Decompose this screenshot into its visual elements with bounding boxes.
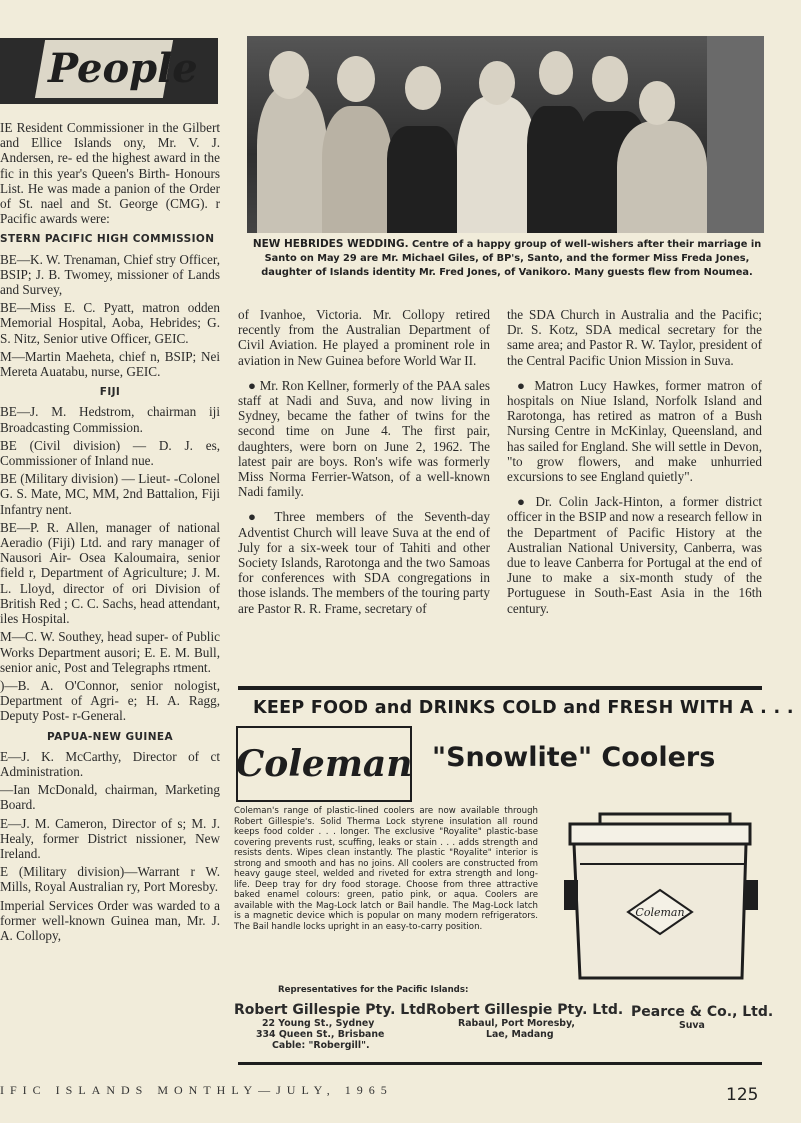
caption-text: Centre of a happy group of well-wishers after their marriage in Santo on May 29 are Mr. Michael Giles, of BP's, Santo, and the former Miss Freda Jones, daughter of Islands identity Mr. Fred Jones, of Vanikoro. Many guests flew from Noumea. [261,239,762,278]
award-paragraph: BE (Civil division) — D. J. es, Commissioner of Inland nue. [0,437,220,469]
photo-caption [251,237,763,280]
award-paragraph: BE—Miss E. C. Pyatt, matron odden Memorial Hospital, Aoba, Hebrides; G. S. Nitz, Senior utive Officer, GEIC. [0,300,220,346]
award-paragraph: E—J. M. Cameron, Director of s; M. J. Healy, former District nissioner, New Ireland. [0,815,220,861]
news-text: Mr. Ron Kellner, formerly of the PAA sales staff at Nadi and Suva, and now living in Sydney, became the father of twins for the second time on June 4. The first pair, daughters, were born on June 2, 1962. The latest pair are boys. Ron's wife was formerly Miss Norma Ferrier-Watson, of a well-known Nadi family. [238,377,491,500]
ad-headline: KEEP FOOD and DRINKS COLD and FRESH WITH A . . . [253,698,794,718]
company-name: Robert Gillespie Pty. Ltd. [426,1002,624,1018]
ad-top-rule [238,686,762,690]
subheading-western-pacific: STERN PACIFIC HIGH COMMISSION [0,233,215,246]
coleman-logo [236,726,412,802]
news-paragraph [238,378,490,500]
subheading-fiji: FIJI [99,386,121,399]
news-paragraph [507,378,762,484]
news-paragraph: of Ivanhoe, Victoria. Mr. Collopy retired recently from the Australian Department of Civil Aviation. He played a prominent role in aviation in New Guinea before World War II. [238,307,490,368]
representatives-label: Representatives for the Pacific Islands: [278,985,469,995]
company-address: Rabaul, Port Moresby, [458,1018,575,1029]
award-paragraph: BE—P. R. Allen, manager of national Aeradio (Fiji) Ltd. and rary manager of Nausori Air- Osea Kaloumaira, senior field r, Department of Agriculture; J. M. L. Lloyd, director of ori Division of British Red ; C. C. Sachs, head attendant, iles Hospital. [0,519,220,627]
left-column [0,120,220,946]
logo-text: Coleman [235,743,413,785]
bullet-icon: ● [517,494,536,510]
news-text: Matron Lucy Hawkes, former matron of hospitals on Niue Island, Norfolk Island and Rarotonga, has retired as matron of a Bush Nursing Centre in McKinlay, Queensland, and has sailed for England. She will settle in Devon, "to grow flowers, and make unhurried excursions to see England quietly". [507,377,762,485]
company-name: Pearce & Co., Ltd. [631,1004,774,1020]
running-footer: IFIC ISLANDS MONTHLY—JULY, 1965 [0,1083,393,1097]
award-paragraph: Imperial Services Order was warded to a former well-known Guinea man, Mr. J. A. Collopy, [0,897,220,943]
page-number: 125 [726,1085,759,1105]
award-paragraph: M—Martin Maeheta, chief n, BSIP; Nei Mereta Auatabu, nurse, GEIC. [0,348,220,380]
company-block [234,1002,431,1051]
middle-column [238,307,490,619]
svg-text:Coleman: Coleman [635,906,685,919]
ad-bottom-rule [238,1062,762,1065]
company-address: 334 Queen St., Brisbane [256,1029,385,1040]
company-name: Robert Gillespie Pty. Ltd. [234,1002,432,1018]
news-paragraph [238,509,490,615]
award-paragraph: BE—K. W. Trenaman, Chief stry Officer, BSIP; J. B. Twomey, missioner of Lands and Survey, [0,251,220,298]
caption-lead: NEW HEBRIDES WEDDING. [252,238,409,250]
wedding-photo [247,36,764,233]
bullet-icon: ● [517,377,535,393]
award-paragraph: )—B. A. O'Connor, senior nologist, Department of Agri- e; H. A. Ragg, Deputy Post- r-General. [0,677,220,724]
ad-body-text: Coleman's range of plastic-lined coolers are now available through Robert Gillespie's. Solid Therma Lock styrene insulation all round keeps food colder . . . longer. The exclusive "Royalite" plastic-base covering prevents rust, scuffing, leaks or stain . . . adds strength and resists dents. Wipes clean instantly. The plastic "Royalite" interior is strong and smooth and has no joins. All coolers are constructed from heavy gauge steel, welded and riveted for extra strength and long-life. Deep tray for dry food storage. Choose from three attractive baked enamel colours: green, patio pink, or aqua. Coolers are available with the Mag-Lock latch or Bail handle. The Mag-Lock latch is a magnetic device which is popular on many modern refrigerators. The Bail handle locks upright in an easy-to-carry position. [234,806,538,932]
award-paragraph: M—C. W. Southey, head super- of Public Works Department ausori; E. E. M. Bull, senior anic, Post and Telegraphs rtment. [0,629,220,675]
subheading-papua-new-guinea: PAPUA-NEW GUINEA [47,730,173,743]
award-paragraph: E—J. K. McCarthy, Director of ct Administration. [0,748,220,779]
bullet-icon: ● [248,377,260,393]
intro-paragraph: IE Resident Commissioner in the Gilbert and Ellice Islands ony, Mr. V. J. Andersen, re- ed the highest award in the fic in this year's Queen's Birth- Honours List. He was made a panion of the Order of St. nael and St. George (CMG). r Pacific awards were: [0,120,220,227]
news-text: Three members of the Seventh-day Adventist Church will leave Suva at the end of July for a six-week tour of Tahiti and other Society Islands, Rarotonga and the two Samoas for conferences with SDA congregations in those islands. The members of the touring party are Pastor R. R. Frame, secretary of [238,509,491,616]
product-name: "Snowlite" Coolers [432,742,716,773]
award-paragraph: BE—J. M. Hedstrom, chairman iji Broadcasting Commission. [0,404,220,435]
company-cable: Cable: "Robergill". [272,1040,370,1051]
section-title: People [48,45,198,92]
award-paragraph: E (Military division)—Warrant r W. Mills, Royal Australian ry, Port Moresby. [0,864,220,895]
company-address: Lae, Madang [486,1029,554,1040]
award-paragraph: BE (Military division) — Lieut- -Colonel G. S. Mate, MC, MM, 2nd Battalion, Fiji Infantry nent. [0,471,220,517]
news-paragraph: the SDA Church in Australia and the Pacific; Dr. S. Kotz, SDA medical secretary for the same area; and Pastor R. W. Taylor, president of the Central Pacific Union Mission in Suva. [507,307,762,368]
cooler-illustration [560,810,760,990]
company-address: Suva [679,1020,705,1031]
bullet-icon: ● [248,509,275,525]
company-block [426,1002,623,1040]
news-text: Dr. Colin Jack-Hinton, a former district officer in the BSIP and now a research fellow in the Department of Pacific History at the Australian National University, Canberra, was due to leave Canberra for Portugal at the end of June to make a six-month study of the Portuguese in South-East Asia in the 16th century. [507,494,762,616]
news-paragraph [507,494,762,616]
company-block [631,1004,773,1031]
award-paragraph: —Ian McDonald, chairman, Marketing Board. [0,782,220,813]
right-column [507,307,762,619]
company-address: 22 Young St., Sydney [262,1018,375,1029]
